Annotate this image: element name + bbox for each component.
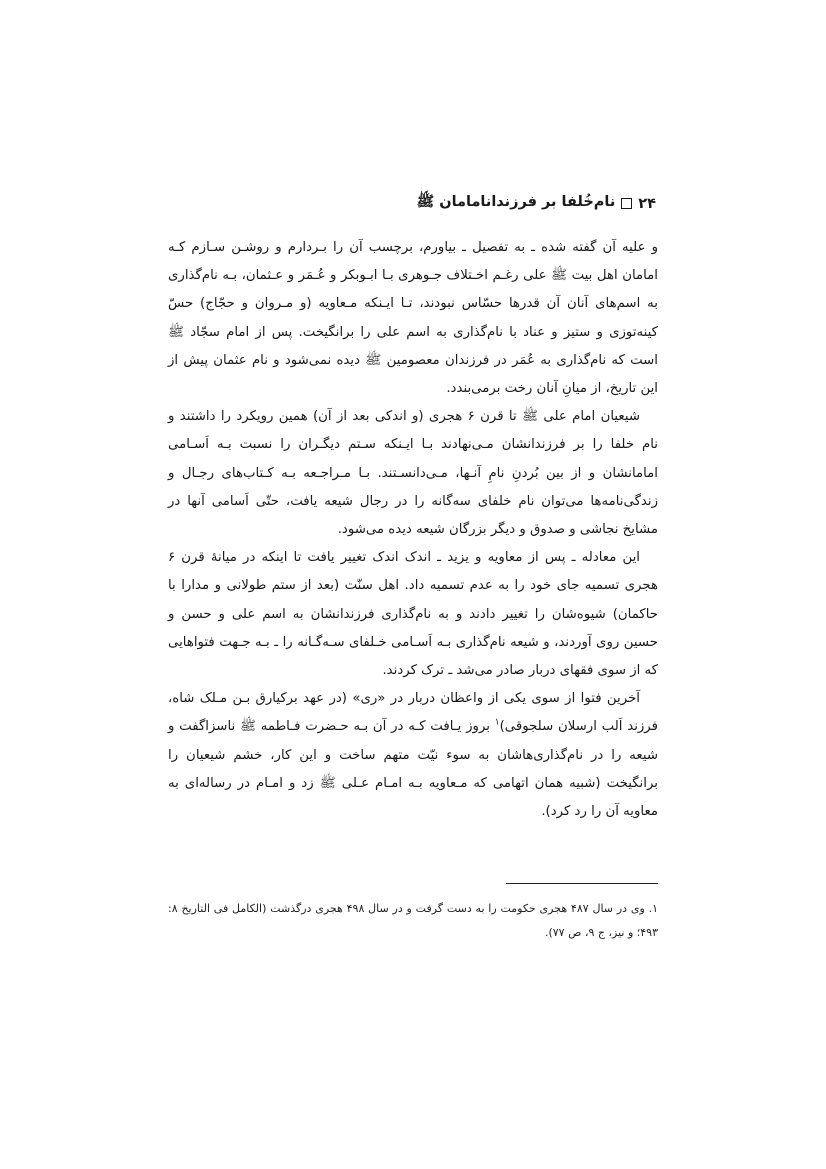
paragraph-4 bbox=[168, 685, 658, 826]
paragraph-1: و علیه آن گفته شده ـ به تفصیل ـ بیاورم، برچسب آن را بـردارم و روشـن سـازم کـه امامان اهل بیت ﷺ علی رغـم اخـتلاف جـوهری بـا ابـوبکر و عُـمَر و عـثمان، بـه نام‌گذاری به اسم‌های آنان آن قدرها حسّاس نبودند، تـا ایـنکه مـعاویه (و مـروان و حجّاج) حسّ کینه‌توزی و ستیز و عناد با نام‌گذاری به اسم علی را برانگیخت. پس از امام سجّاد ﷺ است که نام‌گذاری به عُمَر در فرزندان معصومین ﷺ دیده نمی‌شود و نام عثمان پیش از این تاریخ، از میانِ آنان رخت برمی‌بندد. bbox=[168, 240, 658, 397]
running-header bbox=[170, 193, 656, 214]
paragraph-3: این معادله ـ پس از معاویه و یزید ـ اندک اندک تغییر یافت تا اینکه در میانهٔ قرن ۶ هجری تسمیه جای خود را به عدم تسمیه داد. اهل سنّت (بعد از ستم طولانی و مدارا با حاکمان) شیوه‌شان را تغییر دادند و به نام‌گذاری فرزندانشان به اسم علی و حسن و حسین روی آوردند، و شیعه نام‌گذاری بـه اَسـامی خـلفای سـه‌گـانه را ـ بـه جـهت فتواهایی که از سوی فقهای دربار صادر می‌شد ـ ترک کردند. bbox=[168, 550, 658, 679]
main-text bbox=[168, 234, 658, 826]
square-box-icon bbox=[621, 198, 632, 209]
page-number: ۲۴ bbox=[638, 195, 656, 212]
footnote: ۱. وی در سال ۴۸۷ هجری حکومت را به دست گرفت و در سال ۴۹۸ هجری درگذشت (الکامل فی التاریخ ۸: ۴۹۳؛ و نیز، ج ۹، ص ۷۷). bbox=[168, 902, 658, 939]
paragraph-4-part-1: آخرین فتوا از سوی یکی از واعظان دربار در «ری» (در عهد برکیارق بـن مـلک شاه، فرزند اَلب ارسلان سلجوقی) bbox=[168, 691, 659, 735]
paragraph-4-part-2: بروز یـافت کـه در آن بـه حـضرت فـاطمه ﷺ ناسزاگفت و شیعه را در نام‌گذاری‌هاشان به سوء نیّت متهم ساخت و این کار، خشم شیعیان را برانگیخت (شبیه همان اتهامی که مـعاویه بـه امـام عـلی ﷺ زد و امـام در رساله‌ای به معاویه آن را رد کرد). bbox=[168, 719, 658, 820]
running-title: نام‌خُلفا بر فرزندانامامان ﷺ bbox=[416, 194, 616, 210]
footnote-reference[interactable]: ۱ bbox=[494, 718, 500, 729]
footnote-separator bbox=[506, 883, 658, 884]
paragraph-2: شیعیان امام علی ﷺ تا قرن ۶ هجری (و اندکی بعد از آن) همین رویکرد را داشتند و نام خلفا را بر فرزندانشان مـی‌نهادند بـا ایـنکه سـتم دیگـران را نسبت بـه اَسـامی امامانشان و از بین بُردنِ نامِ آنـها، مـی‌دانسـتند. بـا مـراجـعه بـه کـتاب‌های رجـال و زندگی‌نامه‌ها می‌توان نام خلفای سه‌گانه را در رجال شیعه یافت، حتّی اَسامی آنها در مشایخ نجاشی و صدوق و دیگر بزرگان شیعه دیده می‌شود. bbox=[168, 409, 658, 538]
